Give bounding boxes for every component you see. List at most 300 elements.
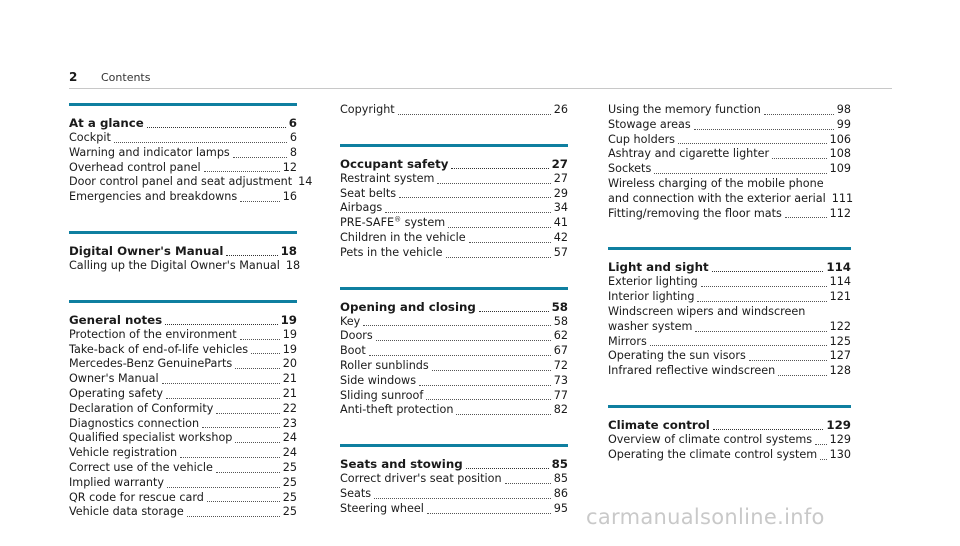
section-title: Occupant safety	[340, 156, 449, 171]
entry-text: Side windows	[340, 373, 417, 387]
entry-page: 26	[553, 103, 568, 116]
entry-title	[69, 357, 232, 372]
entry-title	[69, 372, 159, 387]
entry-text: Mirrors	[608, 334, 647, 348]
toc-section	[69, 103, 313, 205]
entry-text: Fitting/removing the floor mats	[608, 206, 782, 220]
toc-entry[interactable]	[69, 161, 297, 176]
entry-text: Steering wheel	[340, 501, 424, 515]
dot-leader	[437, 175, 550, 184]
entry-text: PRE-SAFE	[340, 216, 395, 230]
toc-entry[interactable]	[69, 328, 297, 343]
entry-title	[340, 403, 453, 418]
toc-entry[interactable]	[340, 216, 568, 231]
section-page: 58	[551, 299, 568, 314]
entry-title	[340, 502, 424, 517]
entry-page: 57	[553, 245, 568, 259]
section-heading[interactable]	[340, 299, 568, 315]
dot-leader	[505, 475, 551, 484]
entry-title	[340, 389, 423, 404]
entry-text: Infrared reflective windscreen	[608, 364, 776, 378]
dot-leader	[165, 316, 277, 325]
toc-entry[interactable]	[608, 335, 851, 350]
entry-title	[69, 328, 237, 343]
dot-leader	[446, 249, 551, 258]
section-heading[interactable]	[69, 115, 297, 131]
section-heading[interactable]	[340, 156, 568, 172]
dot-leader	[749, 352, 827, 361]
watermark: carmanualsonline.info	[586, 505, 825, 529]
toc-entry[interactable]	[340, 403, 568, 418]
entry-title	[608, 364, 775, 379]
entry-text: Interior lighting	[608, 290, 695, 304]
dot-leader	[385, 204, 551, 213]
entry-page: 24	[282, 446, 297, 460]
entry-text: Door control panel and seat adjustment	[69, 175, 293, 189]
dot-leader	[369, 347, 551, 356]
entry-page: 24	[282, 431, 297, 445]
dot-leader	[187, 508, 280, 517]
entry-text: Operating safety	[69, 386, 164, 400]
dot-leader	[419, 377, 551, 386]
entry-text: Owner's Manual	[69, 372, 159, 386]
entry-page: 109	[829, 162, 851, 176]
entry-page: 95	[553, 501, 568, 515]
entry-title	[69, 387, 163, 402]
entry-title	[608, 320, 692, 335]
entry-page: 114	[829, 275, 851, 289]
section-heading[interactable]	[69, 312, 297, 328]
entry-title	[340, 344, 366, 359]
section-page: 27	[551, 156, 568, 171]
toc-entry[interactable]	[340, 103, 568, 118]
toc-section	[608, 103, 854, 221]
toc-entry[interactable]	[608, 290, 851, 305]
entry-text: Seats	[340, 486, 372, 500]
entry-title	[608, 133, 675, 148]
toc-entry[interactable]	[340, 315, 568, 330]
entry-text: Operating the climate control system	[608, 447, 818, 461]
dot-leader	[772, 150, 827, 159]
entry-text: Qualified specialist workshop	[69, 431, 233, 445]
toc-entry[interactable]	[69, 258, 301, 274]
toc-entry[interactable]	[69, 175, 313, 190]
entry-text: Cup holders	[608, 132, 676, 146]
entry-text: Calling up the Digital Owner's Manual	[69, 258, 280, 272]
page-number: 2	[69, 70, 78, 84]
entry-page: 20	[282, 357, 297, 371]
dot-leader	[166, 390, 280, 399]
dot-leader	[233, 149, 287, 158]
entry-title	[608, 448, 817, 463]
section-heading[interactable]	[608, 417, 851, 433]
entry-title	[608, 275, 698, 290]
toc-entry[interactable]	[340, 172, 568, 187]
dot-leader	[216, 464, 280, 473]
entry-page: 14	[298, 175, 313, 189]
entry-title	[608, 147, 769, 162]
toc-entry[interactable]	[340, 201, 568, 216]
entry-page: 98	[836, 103, 851, 116]
entry-text: Protection of the environment	[69, 327, 237, 341]
entry-text: Boot	[340, 344, 366, 358]
toc-entry[interactable]	[608, 191, 854, 207]
toc-entry[interactable]	[69, 505, 297, 520]
entry-page: 58	[553, 314, 568, 328]
entry-page: 67	[553, 344, 568, 358]
dot-leader	[695, 323, 826, 332]
section-title: General notes	[69, 312, 163, 327]
section-heading[interactable]	[608, 259, 851, 275]
toc-entry[interactable]	[340, 502, 568, 517]
section-rule	[340, 144, 568, 147]
entry-page: 62	[553, 329, 568, 343]
entry-title	[340, 359, 429, 374]
dot-leader	[654, 165, 826, 174]
entry-title	[340, 315, 360, 330]
dot-leader	[162, 375, 280, 384]
entry-title	[340, 487, 371, 502]
entry-text: Key	[340, 314, 361, 328]
toc-entry[interactable]	[608, 147, 851, 162]
toc-entry[interactable]	[608, 103, 851, 118]
entry-page: 121	[829, 290, 851, 304]
toc-entry[interactable]	[608, 433, 851, 448]
entry-text: Correct driver's seat position	[340, 472, 502, 486]
entry-title	[340, 201, 382, 216]
toc-column-1	[69, 103, 313, 546]
toc-entry[interactable]	[608, 207, 851, 222]
toc-entry[interactable]	[69, 372, 297, 387]
entry-text: Vehicle registration	[69, 446, 178, 460]
entry-title	[69, 431, 232, 446]
section-page: 85	[551, 457, 568, 472]
dot-leader	[235, 434, 279, 443]
entry-page: 72	[553, 358, 568, 372]
toc-entry[interactable]	[340, 246, 568, 261]
entry-text: Anti-theft protection	[340, 403, 454, 417]
dot-leader	[226, 247, 277, 256]
section-title: Climate control	[608, 417, 710, 432]
toc-section	[340, 103, 568, 118]
entry-title	[69, 476, 164, 491]
toc-entry[interactable]	[608, 364, 851, 379]
entry-page: 19	[282, 342, 297, 356]
entry-page: 25	[282, 490, 297, 504]
dot-leader	[678, 135, 827, 144]
entry-page: 106	[829, 132, 851, 146]
entry-page: 19	[282, 327, 297, 341]
entry-title	[608, 349, 746, 364]
entry-page: 42	[553, 230, 568, 244]
entry-text: Pets in the vehicle	[340, 245, 443, 259]
section-title: Opening and closing	[340, 299, 476, 314]
entry-page: 127	[829, 349, 851, 363]
section-rule	[608, 405, 851, 408]
header-rule	[69, 88, 892, 89]
toc-entry[interactable]	[69, 417, 297, 432]
entry-title	[340, 231, 466, 246]
entry-suffix: system	[401, 216, 446, 230]
dot-leader	[376, 332, 551, 341]
entry-page: 128	[829, 364, 851, 378]
page-label: Contents	[101, 71, 151, 84]
entry-text: Implied warranty	[69, 475, 165, 489]
section-rule	[340, 287, 568, 290]
entry-text: Ashtray and cigarette lighter	[608, 147, 770, 161]
entry-page: 27	[553, 171, 568, 185]
entry-title	[69, 146, 230, 161]
toc-entry-line[interactable]: Wireless charging of the mobile phone	[608, 176, 824, 190]
toc-entry[interactable]	[340, 329, 568, 344]
toc-entry[interactable]	[69, 431, 297, 446]
toc-entry[interactable]	[608, 162, 851, 177]
entry-page: 99	[836, 117, 851, 131]
toc-entry[interactable]	[340, 487, 568, 502]
entry-text: Airbags	[340, 201, 383, 215]
section-rule	[608, 247, 851, 250]
toc-column-2	[340, 103, 568, 543]
entry-title	[340, 329, 373, 344]
toc-entry[interactable]	[69, 461, 297, 476]
toc-entry[interactable]	[69, 387, 297, 402]
section-title: Seats and stowing	[340, 457, 463, 472]
entry-page: 125	[829, 334, 851, 348]
dot-leader	[764, 106, 834, 115]
toc-entry[interactable]	[340, 344, 568, 359]
toc-entry[interactable]	[69, 357, 297, 372]
dot-leader	[469, 234, 551, 243]
entry-title	[69, 161, 201, 176]
dot-leader	[479, 303, 549, 312]
entry-title	[69, 131, 111, 146]
entry-title	[608, 433, 812, 448]
entry-page: 29	[553, 186, 568, 200]
entry-page: 25	[282, 475, 297, 489]
entry-page: 82	[553, 403, 568, 417]
entry-title	[69, 505, 184, 520]
entry-text: Copyright	[340, 103, 395, 116]
entry-text: Using the memory function	[608, 103, 761, 116]
entry-page: 18	[285, 258, 301, 272]
dot-leader	[815, 436, 827, 445]
dot-leader	[114, 134, 287, 143]
section-title: Light and sight	[608, 260, 709, 275]
dot-leader	[785, 209, 827, 218]
entry-text: Emergencies and breakdowns	[69, 190, 238, 204]
toc-entry[interactable]	[340, 231, 568, 246]
entry-title	[69, 446, 177, 461]
dot-leader	[456, 406, 550, 415]
entry-text: Stowage areas	[608, 117, 691, 131]
section-page: 129	[826, 417, 851, 432]
entry-page: 23	[282, 416, 297, 430]
toc-section	[340, 287, 568, 419]
toc-entry[interactable]	[69, 402, 297, 417]
entry-page: 41	[553, 216, 568, 230]
dot-leader	[697, 293, 826, 302]
entry-page: 122	[829, 319, 851, 333]
entry-page: 25	[282, 505, 297, 519]
entry-title	[69, 190, 237, 205]
dot-leader	[240, 331, 280, 340]
dot-leader	[694, 121, 834, 130]
section-rule	[69, 103, 297, 106]
toc-entry[interactable]	[340, 389, 568, 404]
entry-text: Seat belts	[340, 186, 397, 200]
section-heading[interactable]	[340, 456, 568, 472]
section-page: 18	[280, 243, 297, 258]
entry-text: Sockets	[608, 162, 652, 176]
entry-title	[69, 491, 204, 506]
toc-section	[69, 300, 297, 520]
dot-leader	[466, 460, 549, 469]
entry-text: Mercedes-Benz GenuineParts	[69, 357, 233, 371]
entry-text: Vehicle data storage	[69, 505, 184, 519]
dot-leader	[778, 367, 826, 376]
entry-text: Declaration of Conformity	[69, 401, 214, 415]
entry-text: Cockpit	[69, 131, 111, 144]
toc-entry[interactable]	[608, 133, 851, 148]
toc-section	[608, 405, 851, 463]
toc-entry[interactable]	[69, 131, 297, 146]
section-title: Digital Owner's Manual	[69, 243, 224, 258]
toc-entry[interactable]	[69, 146, 297, 161]
section-page: 19	[280, 312, 297, 327]
entry-title	[608, 162, 651, 177]
entry-page: 22	[282, 401, 297, 415]
entry-title	[608, 103, 761, 118]
entry-page: 111	[831, 191, 854, 205]
dot-leader	[240, 193, 280, 202]
entry-page: 12	[282, 160, 297, 174]
entry-page: 16	[282, 190, 297, 204]
toc-entry[interactable]	[608, 118, 851, 133]
entry-text: Overview of climate control systems	[608, 432, 813, 446]
entry-text: Exterior lighting	[608, 275, 698, 289]
dot-leader	[235, 360, 280, 369]
dot-leader	[426, 391, 550, 400]
dot-leader	[399, 189, 551, 198]
entry-text: and connection with the exterior aerial	[608, 191, 826, 205]
toc-entry[interactable]	[608, 448, 851, 463]
entry-text: Roller sunblinds	[340, 358, 429, 372]
dot-leader	[451, 160, 548, 169]
dot-leader	[363, 317, 550, 326]
entry-page: 86	[553, 486, 568, 500]
toc-entry[interactable]	[608, 320, 851, 335]
dot-leader	[180, 449, 280, 458]
entry-title	[69, 417, 199, 432]
entry-title	[608, 290, 694, 305]
toc-entry[interactable]	[69, 476, 297, 491]
entry-title	[69, 402, 213, 417]
section-page: 114	[826, 260, 851, 275]
entry-page: 8	[289, 145, 297, 159]
registered-mark: ®	[394, 215, 402, 224]
entry-page: 21	[282, 386, 297, 400]
entry-text: Diagnostics connection	[69, 416, 200, 430]
entry-title	[69, 175, 292, 190]
entry-page: 6	[289, 131, 297, 144]
entry-title	[608, 192, 826, 207]
toc-section	[340, 444, 568, 516]
entry-page: 108	[829, 147, 851, 161]
dot-leader	[427, 505, 551, 514]
dot-leader	[202, 419, 280, 428]
entry-title	[608, 118, 691, 133]
entry-text: Doors	[340, 329, 373, 343]
entry-text: Sliding sunroof	[340, 388, 424, 402]
dot-leader	[712, 263, 824, 272]
toc-entry[interactable]	[340, 472, 568, 487]
toc-section	[69, 231, 301, 274]
entry-title	[340, 216, 445, 231]
entry-text: Operating the sun visors	[608, 349, 746, 363]
dot-leader	[398, 106, 551, 115]
entry-page: 34	[553, 201, 568, 215]
entry-title	[608, 207, 782, 222]
entry-title	[69, 343, 248, 358]
toc-entry[interactable]	[69, 343, 297, 358]
entry-title	[340, 246, 443, 261]
toc-entry[interactable]	[340, 374, 568, 389]
entry-page: 73	[553, 373, 568, 387]
dot-leader	[701, 278, 827, 287]
dot-leader	[207, 493, 280, 502]
entry-text: Restraint system	[340, 171, 435, 185]
toc-entry[interactable]	[69, 446, 297, 461]
entry-page: 129	[829, 432, 851, 446]
dot-leader	[432, 362, 551, 371]
entry-page: 77	[553, 388, 568, 402]
entry-text: Overhead control panel	[69, 160, 201, 174]
toc-entry[interactable]	[608, 275, 851, 290]
entry-title	[69, 259, 280, 274]
toc-column-3	[608, 103, 854, 489]
entry-title	[608, 335, 647, 350]
dot-leader	[147, 119, 286, 128]
entry-text: QR code for rescue card	[69, 490, 204, 504]
dot-leader	[167, 479, 280, 488]
entry-text: Correct use of the vehicle	[69, 460, 213, 474]
entry-page: 85	[553, 472, 568, 486]
section-rule	[69, 231, 297, 234]
entry-title	[340, 172, 434, 187]
entry-text: washer system	[608, 319, 693, 333]
toc-entry[interactable]	[608, 349, 851, 364]
toc-entry[interactable]	[69, 491, 297, 506]
section-page: 6	[288, 116, 297, 130]
entry-title	[340, 103, 395, 118]
entry-title	[340, 374, 416, 389]
section-heading[interactable]	[69, 243, 297, 259]
dot-leader	[251, 345, 280, 354]
entry-title	[340, 472, 502, 487]
toc-entry[interactable]	[340, 359, 568, 374]
toc-entry[interactable]	[340, 187, 568, 202]
toc-section	[340, 144, 568, 261]
entry-title	[69, 461, 213, 476]
dot-leader	[820, 451, 827, 460]
entry-page: 25	[282, 460, 297, 474]
section-rule	[340, 444, 568, 447]
entry-page: 21	[282, 372, 297, 386]
entry-title	[340, 187, 396, 202]
entry-page: 130	[829, 447, 851, 461]
toc-entry-line[interactable]: Windscreen wipers and windscreen	[608, 304, 806, 318]
toc-entry[interactable]	[69, 190, 297, 205]
